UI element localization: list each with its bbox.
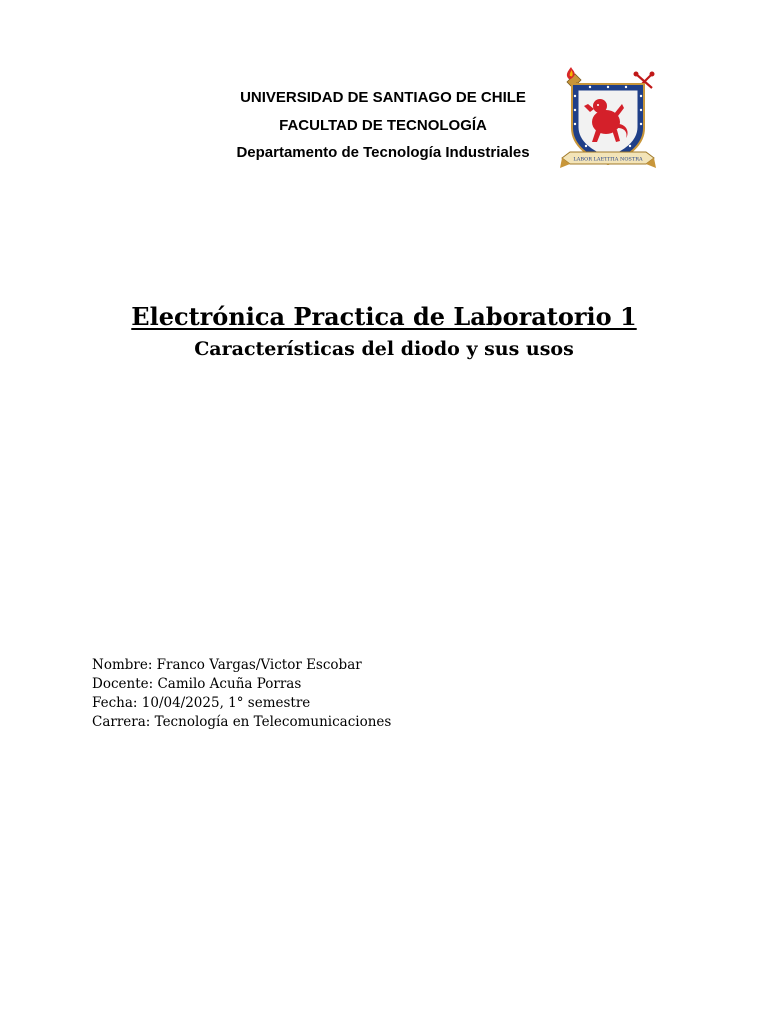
teacher-name: Docente: Camilo Acuña Porras [92,676,302,692]
faculty-name: FACULTAD DE TECNOLOGÍA [279,116,487,134]
institution-header [200,84,566,167]
student-info [92,656,391,732]
career-name: Carrera: Tecnología en Telecomunicaciones [92,714,392,730]
submission-date: Fecha: 10/04/2025, 1° semestre [92,695,311,711]
student-names: Nombre: Franco Vargas/Victor Escobar [92,657,362,673]
university-crest-icon [560,66,656,178]
document-subtitle: Características del diodo y sus usos [194,338,574,360]
university-name: UNIVERSIDAD DE SANTIAGO DE CHILE [240,89,526,106]
svg-text:LABOR LAETITIA NOSTRA: LABOR LAETITIA NOSTRA [573,156,643,163]
document-title: Electrónica Practica de Laboratorio 1 [131,302,637,331]
motto-ribbon [560,152,656,168]
department-name: Departamento de Tecnología Industriales [236,144,530,161]
